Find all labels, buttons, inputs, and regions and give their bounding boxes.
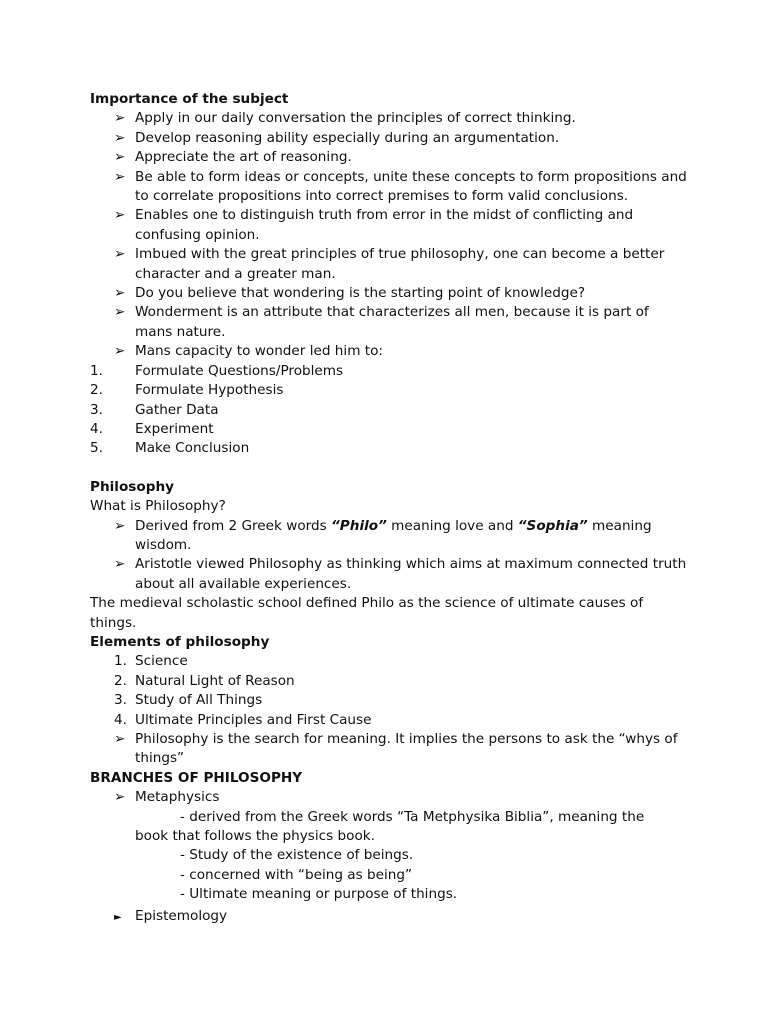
metaphysics-definition-cont: book that follows the physics book. (135, 828, 375, 845)
element-item-3: 3. Study of All Things (114, 692, 263, 709)
importance-bullet-7: ➢ Do you believe that wondering is the starting point of knowledge? (90, 284, 690, 303)
arrow-bullet-icon: ➢ (114, 246, 126, 263)
philosophy-question: What is Philosophy? (90, 498, 226, 515)
arrow-bullet-icon: ➢ (114, 149, 126, 166)
arrow-bullet-icon: ➢ (114, 731, 126, 747)
document-body (90, 90, 690, 926)
importance-bullet-4: ➢ Be able to form ideas or concepts, unite these concepts to form propositions and to correlate propositions into correct premises to form valid conclusions. (114, 168, 687, 205)
arrow-bullet-icon: ➢ (114, 517, 126, 534)
medieval-paragraph: The medieval scholastic school defined Philo as the science of ultimate causes of things. (90, 595, 644, 631)
metaphysics-point-2: - concerned with “being as being” (180, 866, 413, 883)
metaphysics-point-1: - Study of the existence of beings. (180, 847, 414, 864)
philo-term: “Philo” (331, 517, 387, 534)
arrow-bullet-icon: ➢ (114, 789, 126, 806)
element-item-2: 2. Natural Light of Reason (114, 672, 295, 689)
importance-bullet-9: ➢ Mans capacity to wonder led him to: (90, 342, 690, 361)
metaphysics-point-3: - Ultimate meaning or purpose of things. (180, 886, 458, 903)
wonder-step-1: 1. Formulate Questions/Problems (90, 362, 344, 379)
wonder-step-5: 5. Make Conclusion (90, 440, 250, 457)
philosophy-aristotle-bullet: ➢ Aristotle viewed Philosophy as thinking which aims at maximum connected truth about all available experiences. (114, 556, 687, 592)
importance-heading: Importance of the subject (90, 91, 289, 107)
philosophy-heading: Philosophy (90, 478, 174, 495)
arrow-bullet-icon: ➢ (114, 207, 126, 224)
element-item-4: 4. Ultimate Principles and First Cause (114, 711, 372, 728)
branch-epistemology: ► Epistemology (90, 907, 690, 926)
wonder-step-2: 2. Formulate Hypothesis (90, 382, 284, 399)
arrow-bullet-icon: ➢ (114, 343, 126, 360)
arrow-bullet-icon: ➢ (114, 168, 126, 185)
metaphysics-definition: - derived from the Greek words “Ta Metphysika Biblia”, meaning the (180, 808, 645, 825)
importance-bullet-3: ➢ Appreciate the art of reasoning. (90, 148, 690, 167)
philosophy-derived-bullet: ➢ Derived from 2 Greek words “Philo” meaning love and “Sophia” meaning wisdom. (114, 517, 652, 553)
spacer (90, 459, 690, 478)
importance-bullet-8: ➢ Wonderment is an attribute that characterizes all men, because it is part of mans nature. (114, 304, 649, 340)
wonder-step-4: 4. Experiment (90, 420, 214, 437)
triangle-bullet-icon: ► (114, 911, 122, 923)
sophia-term: “Sophia” (517, 517, 588, 534)
importance-bullet-6: ➢ Imbued with the great principles of true philosophy, one can become a better character and a greater man. (114, 246, 665, 282)
arrow-bullet-icon: ➢ (114, 129, 126, 146)
importance-bullet-5: ➢ Enables one to distinguish truth from error in the midst of conflicting and confusing opinion. (114, 207, 634, 243)
importance-bullet-2: ➢ Develop reasoning ability especially during an argumentation. (90, 129, 690, 148)
element-item-1: 1. Science (114, 653, 188, 670)
branch-metaphysics: ➢ Metaphysics (90, 788, 690, 807)
arrow-bullet-icon: ➢ (114, 285, 126, 302)
importance-bullet-1: ➢ Apply in our daily conversation the principles of correct thinking. (90, 109, 690, 128)
branches-heading: BRANCHES OF PHILOSOPHY (90, 769, 303, 786)
arrow-bullet-icon: ➢ (114, 556, 126, 573)
arrow-bullet-icon: ➢ (114, 110, 126, 127)
arrow-bullet-icon: ➢ (114, 304, 126, 321)
elements-search-bullet: ➢ Philosophy is the search for meaning. It implies the persons to ask the “whys of things” (114, 731, 678, 767)
elements-heading: Elements of philosophy (90, 633, 270, 650)
wonder-step-3: 3. Gather Data (90, 401, 219, 418)
